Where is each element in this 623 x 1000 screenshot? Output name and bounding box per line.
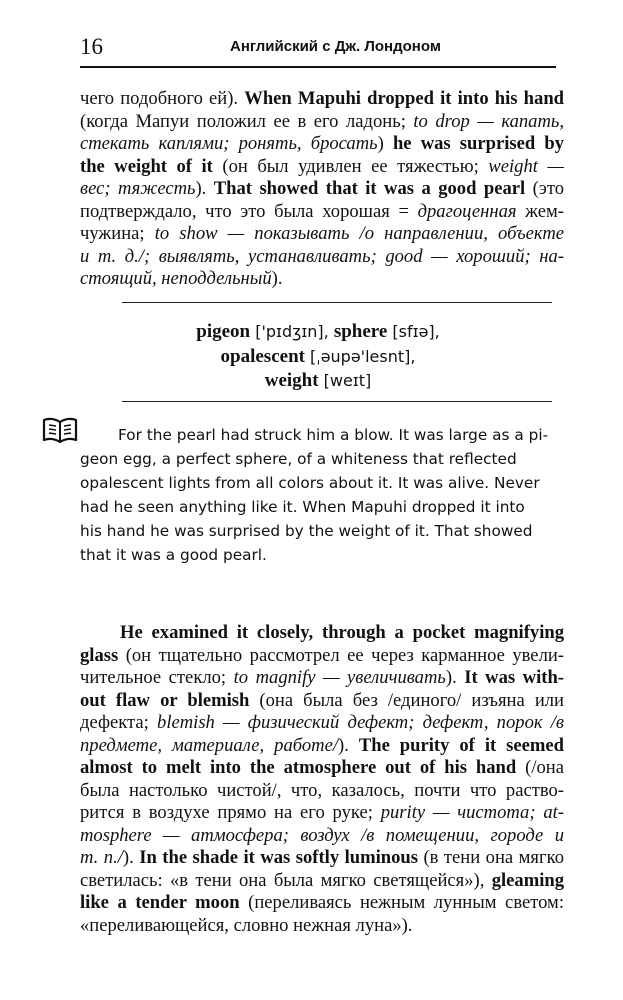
text-line: чего подобного ей). When Mapuhi dropped it into his hand — [80, 88, 564, 109]
text-line: glass (он тщательно рассмотрел ее через карманное увели- — [80, 644, 564, 666]
excerpt-line: that it was a good pearl. — [80, 546, 267, 564]
text-line: (когда Мапуи положил ее в его ладонь; to drop — капать, — [80, 110, 564, 132]
text-line: «переливающейся, словно нежная луна»). — [80, 914, 413, 936]
pronunciation-line: opalescent [ˌəupə'lesnt], — [220, 345, 416, 367]
text-line: стекать каплями; ронять, бросать) he was surprised by — [80, 133, 565, 154]
open-book-icon — [42, 416, 78, 446]
text-line: предмете, материале, работе/). The purity of it seemed — [80, 734, 564, 756]
text-line: He examined it closely, through a pocket magnifying — [120, 622, 564, 643]
text-line: т. п./). In the shade it was softly luminous (в тени она мягко — [80, 847, 564, 868]
excerpt-line: opalescent lights from all colors about it. It was alive. Never — [80, 474, 540, 492]
pronunciation-line: weight [weɪt] — [264, 370, 372, 391]
original-excerpt — [80, 423, 556, 567]
text-line: светилась: «в тени она была мягко светящейся»), gleaming — [80, 869, 564, 891]
excerpt-line: had he seen anything like it. When Mapuhi dropped it into — [80, 498, 525, 516]
pronunciation-line: pigeon ['pɪdʒɪn], sphere [sfɪə], — [196, 321, 440, 342]
text-line: стоящий, неподдельный). — [80, 268, 283, 289]
excerpt-line: For the pearl had struck him a blow. It was large as a pi- — [118, 426, 549, 444]
page-header — [80, 34, 556, 64]
text-line: the weight of it (он был удивлен ее тяжестью; weight — — [80, 155, 564, 177]
excerpt-line: his hand he was surprised by the weight of it. That showed — [80, 522, 533, 540]
text-line: дефекта; blemish — физический дефект; дефект, порок /в — [80, 712, 564, 733]
text-line: вес; тяжесть). That showed that it was a good pearl (это — [80, 178, 564, 199]
text-line: чужина; to show — показывать /о направлении, объекте — [80, 223, 565, 244]
text-line: like a tender moon (переливаясь нежным лунным светом: — [80, 892, 564, 913]
excerpt-line: geon egg, a perfect sphere, of a whiteness that reflected — [80, 450, 517, 468]
header-rule — [80, 66, 556, 68]
text-line: рится в воздухе прямо на его руке; purity — чистота; at- — [80, 802, 564, 823]
pronunciation-block — [80, 320, 556, 394]
text-line: almost to melt into the atmosphere out of his hand (/она — [80, 757, 564, 778]
commentary-paragraph-1 — [80, 88, 564, 291]
text-line: out flaw or blemish (она была без /единого/ изъяна или — [80, 689, 564, 711]
text-line: подтверждало, что это была хорошая = драгоценная жем- — [80, 200, 564, 222]
text-line: была настолько чистой/, что, казалось, почти что раство- — [80, 779, 564, 801]
vocab-rule-top — [122, 302, 552, 303]
text-line: и т. д./; выявлять, устанавливать; good — хороший; на- — [80, 245, 564, 267]
text-line: mosphere — атмосфера; воздух /в помещении, городе и — [80, 824, 564, 846]
page-number: 16 — [80, 34, 103, 59]
commentary-paragraph-2 — [80, 622, 564, 937]
running-title: Английский с Дж. Лондоном — [230, 38, 441, 55]
text-line: чительное стекло; to magnify — увеличивать). It was with- — [80, 667, 564, 688]
vocab-rule-bottom — [122, 401, 552, 402]
